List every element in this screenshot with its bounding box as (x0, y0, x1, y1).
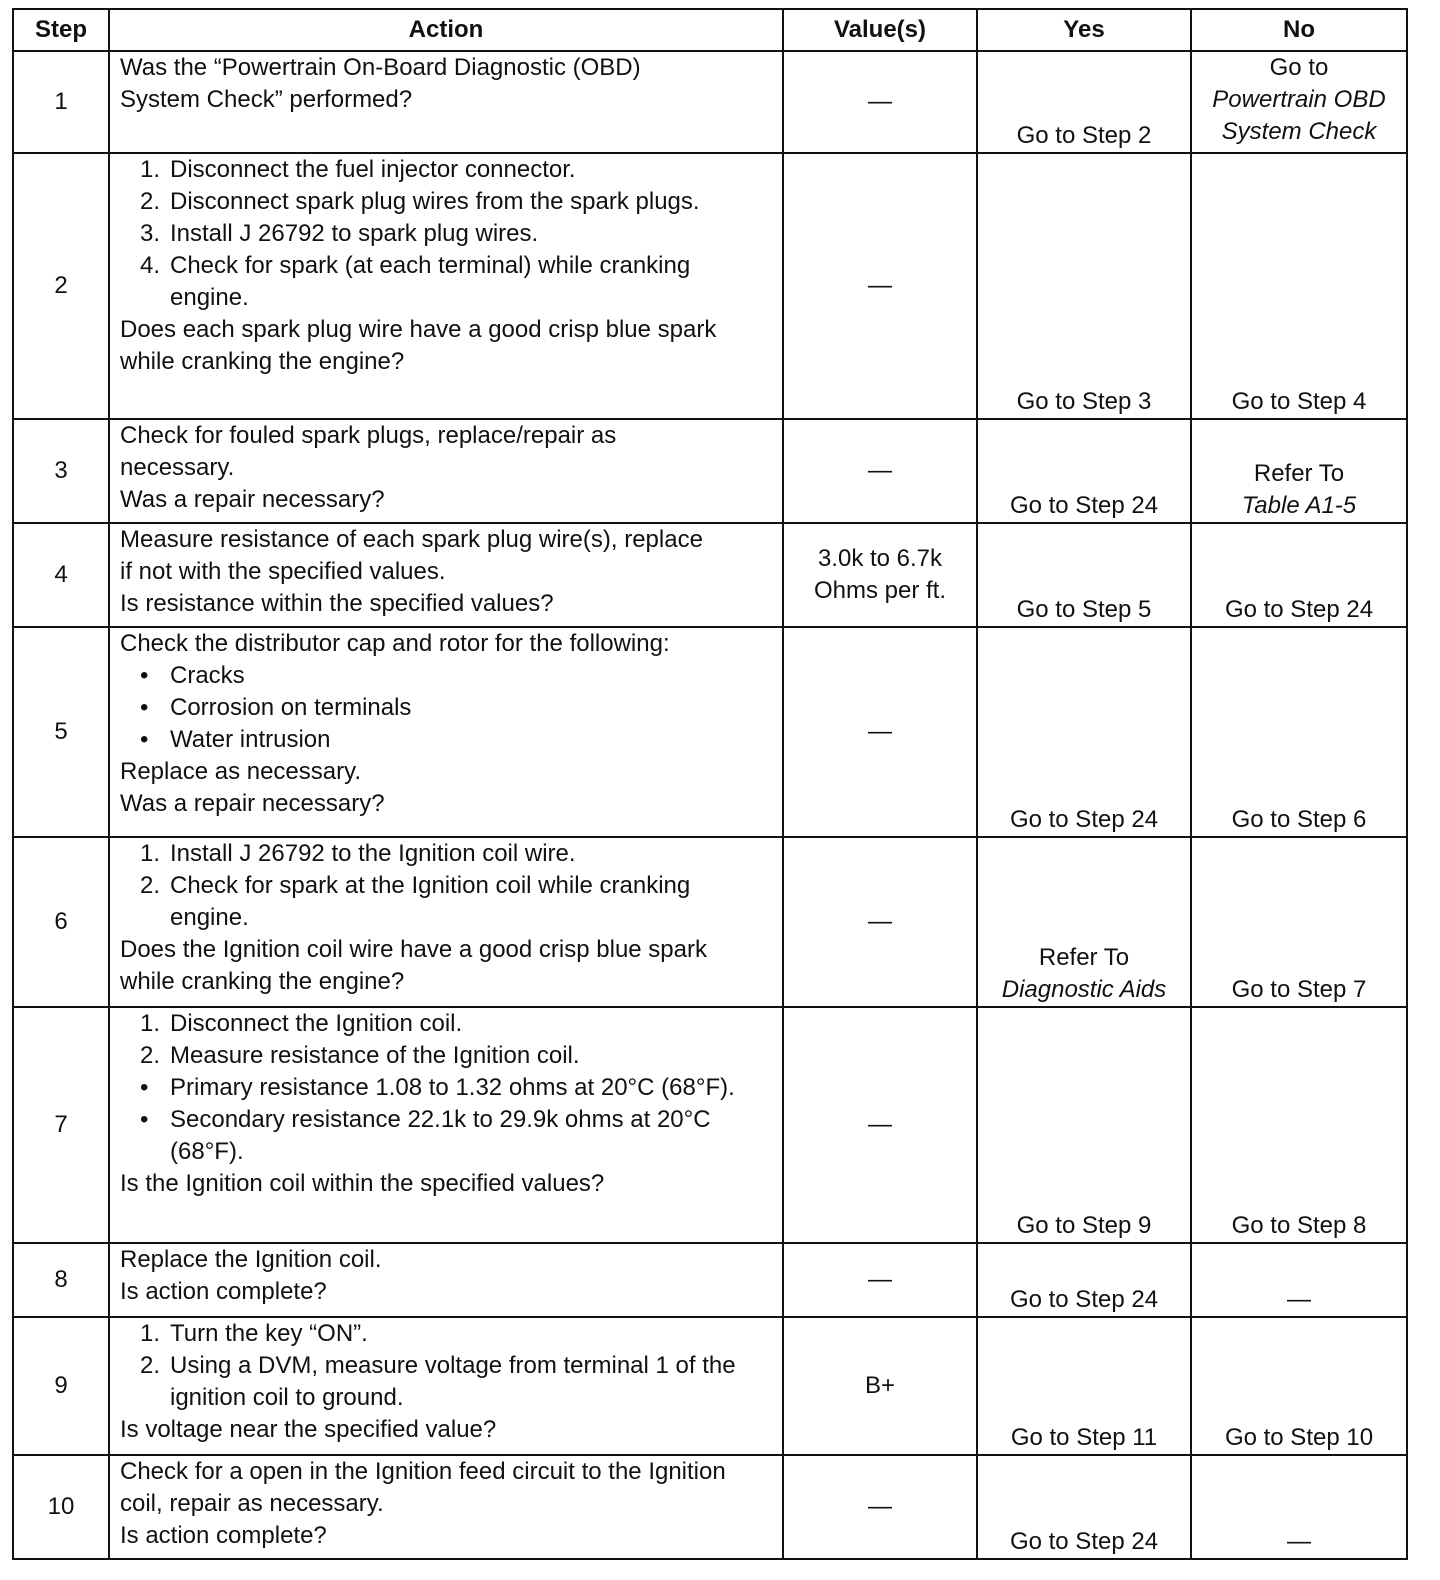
yes-cell: Go to Step 24 (977, 419, 1191, 523)
action-cell (109, 1455, 783, 1559)
yes-ref: Diagnostic Aids (1001, 976, 1167, 1003)
yes-cell: Go to Step 24 (977, 627, 1191, 837)
numbered-item: 4. Check for spark (at each terminal) while cranking engine. (140, 252, 691, 311)
diagnostic-table (12, 8, 1408, 1560)
header-row (13, 9, 1407, 51)
no-cell: Go to Step 24 (1191, 523, 1407, 627)
value-cell: — (783, 51, 977, 153)
no-text: Go to (1269, 54, 1329, 81)
numbered-item: 1. Disconnect the fuel injector connector. (140, 156, 576, 183)
step-number: 2 (13, 153, 109, 419)
bullet-icon: • (140, 1106, 149, 1133)
bullet-item: • Cracks (120, 660, 772, 692)
action-question: Does each spark plug wire have a good crisp blue spark while cranking the engine? (120, 316, 724, 375)
step-number: 8 (13, 1243, 109, 1317)
no-cell (1191, 419, 1407, 523)
action-cell (109, 627, 783, 837)
header-values: Value(s) (783, 9, 977, 51)
yes-cell: Go to Step 11 (977, 1317, 1191, 1455)
action-question: Was a repair necessary? (120, 790, 385, 817)
table-row (13, 1317, 1407, 1455)
value-cell (783, 523, 977, 627)
value-cell: — (783, 153, 977, 419)
no-cell: Go to Step 10 (1191, 1317, 1407, 1455)
action-text: Check for fouled spark plugs, replace/repair as necessary. (120, 422, 623, 481)
action-text: Measure resistance of each spark plug wire(s), replace if not with the specified values. (120, 526, 710, 585)
yes-cell (977, 837, 1191, 1007)
no-cell: Go to Step 8 (1191, 1007, 1407, 1243)
action-cell (109, 837, 783, 1007)
value-cell: B+ (783, 1317, 977, 1455)
step-number: 3 (13, 419, 109, 523)
step-number: 5 (13, 627, 109, 837)
bullet-item: • Water intrusion (120, 724, 772, 756)
no-text: Refer To (1253, 460, 1345, 487)
yes-text: Refer To (1038, 944, 1130, 971)
table-row (13, 1455, 1407, 1559)
numbered-item: 1. Install J 26792 to the Ignition coil wire. (140, 840, 576, 867)
no-cell: — (1191, 1455, 1407, 1559)
no-ref: Table A1-5 (1241, 492, 1357, 519)
value-text: Ohms per ft. (813, 577, 947, 604)
action-cell (109, 51, 783, 153)
action-text: Was the “Powertrain On-Board Diagnostic (OBD) System Check” performed? (120, 54, 648, 113)
action-cell (109, 1007, 783, 1243)
action-cell (109, 419, 783, 523)
no-ref: System Check (1221, 118, 1377, 145)
numbered-item: 2. Check for spark at the Ignition coil while cranking engine. (140, 872, 691, 931)
table-row (13, 627, 1407, 837)
table-row (13, 153, 1407, 419)
table-row (13, 1007, 1407, 1243)
bullet-item: • Primary resistance 1.08 to 1.32 ohms at 20°C (68°F). (120, 1072, 772, 1104)
step-number: 9 (13, 1317, 109, 1455)
action-question: Is action complete? (120, 1522, 327, 1549)
value-cell: — (783, 419, 977, 523)
table-row (13, 1243, 1407, 1317)
value-cell: — (783, 1007, 977, 1243)
numbered-item: 2. Using a DVM, measure voltage from terminal 1 of the ignition coil to ground. (140, 1352, 736, 1411)
numbered-item: 1. Turn the key “ON”. (140, 1320, 368, 1347)
no-cell: — (1191, 1243, 1407, 1317)
action-question: Does the Ignition coil wire have a good crisp blue spark while cranking the engine? (120, 936, 714, 995)
header-yes: Yes (977, 9, 1191, 51)
table-row (13, 51, 1407, 153)
bullet-icon: • (140, 726, 149, 753)
no-cell: Go to Step 6 (1191, 627, 1407, 837)
value-text: 3.0k to 6.7k (817, 545, 943, 572)
yes-cell: Go to Step 3 (977, 153, 1191, 419)
action-question: Is voltage near the specified value? (120, 1416, 497, 1443)
step-number: 6 (13, 837, 109, 1007)
step-number: 1 (13, 51, 109, 153)
step-number: 10 (13, 1455, 109, 1559)
step-number: 4 (13, 523, 109, 627)
yes-cell: Go to Step 5 (977, 523, 1191, 627)
header-action: Action (109, 9, 783, 51)
yes-cell: Go to Step 9 (977, 1007, 1191, 1243)
action-question: Is action complete? (120, 1278, 327, 1305)
action-question: Was a repair necessary? (120, 486, 385, 513)
value-cell: — (783, 837, 977, 1007)
action-text: Check for a open in the Ignition feed circuit to the Ignition coil, repair as necessary. (120, 1458, 733, 1517)
table-row (13, 523, 1407, 627)
no-cell: Go to Step 4 (1191, 153, 1407, 419)
yes-cell: Go to Step 24 (977, 1243, 1191, 1317)
table-row (13, 419, 1407, 523)
header-step: Step (13, 9, 109, 51)
action-text: Replace the Ignition coil. (120, 1246, 382, 1273)
value-cell: — (783, 1243, 977, 1317)
bullet-icon: • (140, 694, 149, 721)
action-question: Is the Ignition coil within the specified values? (120, 1170, 605, 1197)
no-cell (1191, 51, 1407, 153)
no-cell: Go to Step 7 (1191, 837, 1407, 1007)
no-ref: Powertrain OBD (1212, 86, 1386, 113)
action-question: Is resistance within the specified values? (120, 590, 554, 617)
step-number: 7 (13, 1007, 109, 1243)
numbered-item: 1. Disconnect the Ignition coil. (140, 1010, 463, 1037)
bullet-icon: • (140, 1074, 149, 1101)
bullet-icon: • (140, 662, 149, 689)
bullet-item: • Corrosion on terminals (120, 692, 772, 724)
header-no: No (1191, 9, 1407, 51)
action-cell (109, 1317, 783, 1455)
action-text: Replace as necessary. (120, 758, 362, 785)
yes-cell: Go to Step 24 (977, 1455, 1191, 1559)
value-cell: — (783, 627, 977, 837)
numbered-item: 2. Disconnect spark plug wires from the spark plugs. (140, 188, 700, 215)
yes-cell: Go to Step 2 (977, 51, 1191, 153)
action-cell (109, 523, 783, 627)
bullet-item: • Secondary resistance 22.1k to 29.9k ohms at 20°C (68°F). (120, 1104, 772, 1168)
numbered-item: 3. Install J 26792 to spark plug wires. (140, 220, 539, 247)
value-cell: — (783, 1455, 977, 1559)
action-cell (109, 1243, 783, 1317)
table-row (13, 837, 1407, 1007)
numbered-item: 2. Measure resistance of the Ignition coil. (140, 1042, 580, 1069)
action-text: Check the distributor cap and rotor for the following: (120, 630, 670, 657)
action-cell (109, 153, 783, 419)
